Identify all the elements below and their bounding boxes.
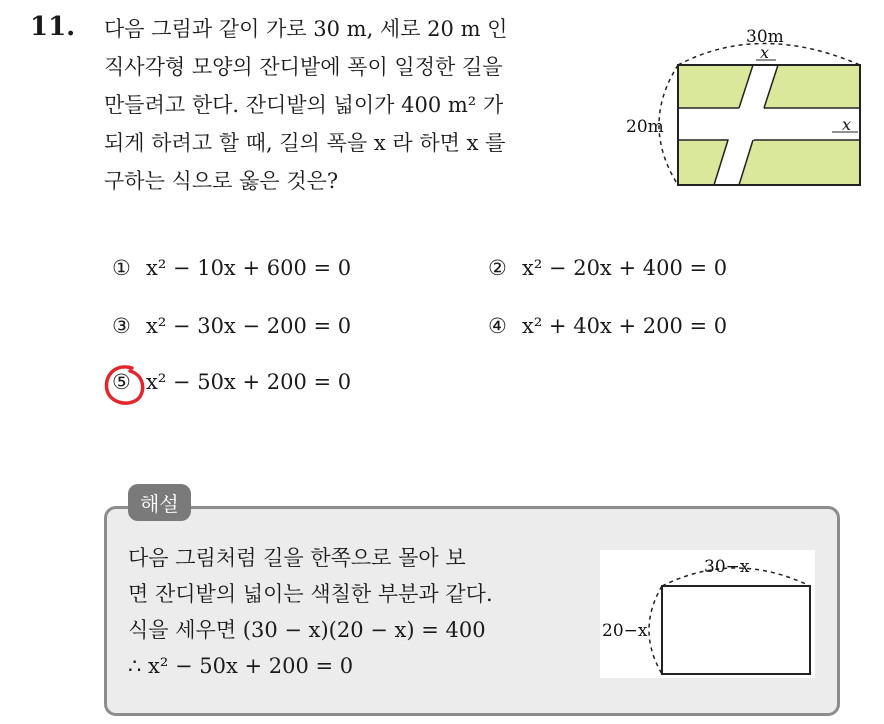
solution-line: 면 잔디밭의 넓이는 색칠한 부분과 같다. xyxy=(128,582,493,606)
question-line: 직사각형 모양의 잔디밭에 폭이 일정한 길을 xyxy=(104,55,503,79)
figure-width-label: 30−x xyxy=(704,557,750,577)
solution-line: 다음 그림처럼 길을 한쪽으로 몰아 보 xyxy=(128,546,466,570)
solution-text xyxy=(128,540,588,684)
option-marker: ④ xyxy=(488,314,507,338)
question-line: 다음 그림과 같이 가로 30 m, 세로 20 m 인 xyxy=(104,17,508,41)
option-4[interactable] xyxy=(488,314,727,338)
option-marker: ⑤ xyxy=(112,370,131,394)
solution-line: 식을 세우면 (30 − x)(20 − x) = 400 xyxy=(128,618,486,642)
solution-label: 해설 xyxy=(128,484,191,521)
option-text: x² + 40x + 200 = 0 xyxy=(522,314,728,338)
question-text xyxy=(104,10,604,200)
question-line: 만들려고 한다. 잔디밭의 넓이가 400 m² 가 xyxy=(104,93,504,117)
option-3[interactable] xyxy=(112,314,351,338)
option-1[interactable] xyxy=(112,256,351,280)
question-line: 구하는 식으로 옳은 것은? xyxy=(104,169,339,193)
height-dimension-arc xyxy=(649,586,662,674)
figure-height-label: 20m xyxy=(626,117,664,137)
road-width-label-right: x xyxy=(842,115,852,134)
figure-height-label: 20−x xyxy=(602,621,648,641)
shaded-lawn-rect xyxy=(662,586,810,674)
figure-width-label: 30m xyxy=(746,27,784,47)
option-marker: ① xyxy=(112,256,131,280)
option-2[interactable] xyxy=(488,256,727,280)
option-text: x² − 20x + 400 = 0 xyxy=(522,256,728,280)
solution-figure xyxy=(600,550,815,678)
question-line: 되게 하려고 할 때, 길의 폭을 x 라 하면 x 를 xyxy=(104,131,506,155)
option-text: x² − 50x + 200 = 0 xyxy=(146,370,352,394)
option-marker: ② xyxy=(488,256,507,280)
question-number: 11. xyxy=(30,12,76,42)
solution-line: ∴ x² − 50x + 200 = 0 xyxy=(128,654,354,678)
lawn-road-figure xyxy=(620,20,870,190)
option-text: x² − 30x − 200 = 0 xyxy=(146,314,352,338)
option-marker: ③ xyxy=(112,314,131,338)
option-text: x² − 10x + 600 = 0 xyxy=(146,256,352,280)
horizontal-road xyxy=(678,108,860,140)
answer-circle-mark xyxy=(102,363,148,409)
road-width-label-top: x xyxy=(760,43,770,62)
